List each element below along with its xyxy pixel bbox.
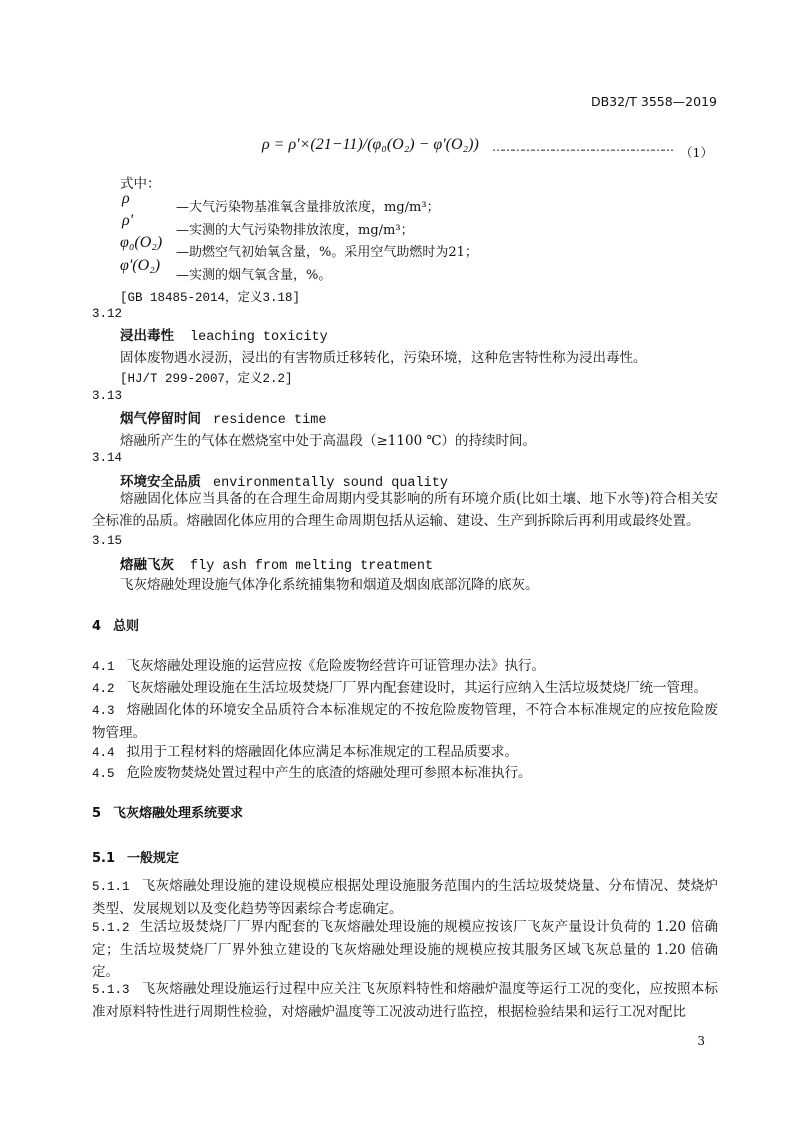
section-5-title: 飞灰熔融处理系统要求 xyxy=(113,806,244,821)
clause-5-1-1-text: 飞灰熔融处理设施的建设规模应根据处理设施服务范围内的生活垃圾焚烧量、分布情况、焚烧炉类型、发展规划以及变化趋势等因素综合考虑确定。 xyxy=(92,878,718,917)
formula-leader: ……………………………………………… xyxy=(492,140,672,154)
clause-4-2 xyxy=(92,677,718,700)
term-zh-3-14: 环境安全品质 xyxy=(120,474,201,490)
term-title-3-12 xyxy=(120,324,328,345)
symbol-phi-prime-o2: φ'(O₂) xyxy=(120,257,161,274)
subsection-5-1-title: 一般规定 xyxy=(127,851,180,866)
clause-5-1-3-text: 飞灰熔融处理设施运行过程中应关注飞灰原料特性和熔融炉温度等运行工况的变化，应按照本标准对原料特性进行周期性检验，对熔融炉温度等工况波动进行监控，根据检验结果和运行工况对配比 xyxy=(92,981,718,1020)
term-title-3-13 xyxy=(120,407,326,428)
clause-4-5 xyxy=(92,762,718,785)
subsection-5-1-heading xyxy=(92,847,179,866)
term-definition-3-12: 固体废物遇水浸沥，浸出的有害物质迁移转化，污染环境，这种危害特性称为浸出毒性。 xyxy=(120,350,647,366)
section-5-number: 5 xyxy=(92,806,102,821)
clause-4-5-text: 危险废物焚烧处置过程中产生的底渣的熔融处理可参照本标准执行。 xyxy=(126,765,532,781)
clause-5-1-3-number: 5.1.3 xyxy=(92,983,130,997)
symbol-rho: ρ xyxy=(122,190,130,207)
term-en-3-13: residence time xyxy=(213,413,327,428)
term-definition-3-13: 熔融所产生的气体在燃烧室中处于高温段（≥1100 ℃）的持续时间。 xyxy=(120,433,537,449)
clause-4-3-text: 熔融固化体的环境安全品质符合本标准规定的不按危险废物管理，不符合本标准规定的应按危险废物管理。 xyxy=(92,702,718,741)
term-zh-3-15: 熔融飞灰 xyxy=(120,557,174,573)
term-definition-3-14: 熔融固化体应当具备的在合理生命周期内受其影响的所有环境介质(比如土壤、地下水等)符合相关安全标准的品质。熔融固化体应用的合理生命周期包括从运输、建设、生产到拆除后再利用或最终处置。 xyxy=(92,491,718,529)
clause-4-3 xyxy=(92,699,718,744)
formula-expression: ρ = ρ'×(21−11)/(φ₀(O₂) − φ'(O₂)) xyxy=(262,136,479,153)
term-zh-3-12: 浸出毒性 xyxy=(120,328,174,344)
clause-4-5-number: 4.5 xyxy=(92,767,115,781)
clause-5-1-2 xyxy=(92,916,718,983)
definition-rho: —大气污染物基准氧含量排放浓度，mg/m³； xyxy=(176,200,440,215)
term-definition-3-15: 飞灰熔融处理设施气体净化系统捕集物和烟道及烟囱底部沉降的底灰。 xyxy=(120,577,539,593)
clause-5-1-1 xyxy=(92,875,718,920)
clause-5-1-3 xyxy=(92,978,718,1023)
symbol-rho-prime: ρ' xyxy=(122,212,134,229)
section-4-title: 总则 xyxy=(113,619,140,634)
term-zh-3-13: 烟气停留时间 xyxy=(120,411,201,427)
term-title-3-15 xyxy=(120,553,433,574)
term-en-3-14: environmentally sound quality xyxy=(213,476,448,491)
clause-4-4-text: 拟用于工程材料的熔融固化体应满足本标准规定的工程品质要求。 xyxy=(126,744,519,760)
term-number-3-15: 3.15 xyxy=(92,534,123,548)
document-code: DB32/T 3558—2019 xyxy=(590,94,717,109)
section-4-number: 4 xyxy=(92,619,102,634)
clause-4-2-number: 4.2 xyxy=(92,682,115,696)
term-number-3-13: 3.13 xyxy=(92,389,123,403)
clause-5-1-1-number: 5.1.1 xyxy=(92,880,130,894)
clause-4-4-number: 4.4 xyxy=(92,746,115,760)
term-en-3-12: leaching toxicity xyxy=(190,330,328,345)
term-number-3-14: 3.14 xyxy=(92,451,123,465)
clause-4-1 xyxy=(92,655,718,678)
term-reference-3-12: [HJ/T 299-2007，定义2.2] xyxy=(120,372,293,386)
where-label: 式中： xyxy=(120,176,161,192)
clause-5-1-2-number: 5.1.2 xyxy=(92,921,130,935)
definition-phi0-o2: —助燃空气初始氧含量，%。采用空气助燃时为21； xyxy=(176,245,478,260)
definition-rho-prime: —实测的大气污染物排放浓度，mg/m³； xyxy=(176,223,414,238)
clause-4-1-number: 4.1 xyxy=(92,660,115,674)
clause-4-4 xyxy=(92,741,718,764)
symbol-phi0-o2: φ₀(O₂) xyxy=(120,234,163,251)
term-en-3-15: fly ash from melting treatment xyxy=(190,559,434,574)
reference-3-11: [GB 18485-2014，定义3.18] xyxy=(120,291,301,305)
clause-5-1-2-text: 生活垃圾焚烧厂厂界内配套的飞灰熔融处理设施的规模应按该厂飞灰产量设计负荷的 1.20 倍确定；生活垃圾焚烧厂厂界外独立建设的飞灰熔融处理设施的规模应按其服务区域飞灰总量的 1.20 倍确定。 xyxy=(92,919,718,980)
term-number-3-12: 3.12 xyxy=(92,307,123,321)
section-4-heading xyxy=(92,615,139,634)
section-5-heading xyxy=(92,802,243,821)
definition-phi-prime-o2: —实测的烟气氧含量，%。 xyxy=(176,268,332,283)
page-number: 3 xyxy=(697,1034,705,1048)
subsection-5-1-number: 5.1 xyxy=(92,851,116,866)
clause-4-1-text: 飞灰熔融处理设施的运营应按《危险废物经营许可证管理办法》执行。 xyxy=(126,658,546,674)
clause-4-3-number: 4.3 xyxy=(92,704,115,718)
formula-number: （1） xyxy=(680,145,713,160)
clause-4-2-text: 飞灰熔融处理设施在生活垃圾焚烧厂厂界内配套建设时，其运行应纳入生活垃圾焚烧厂统一管理。 xyxy=(126,680,708,696)
